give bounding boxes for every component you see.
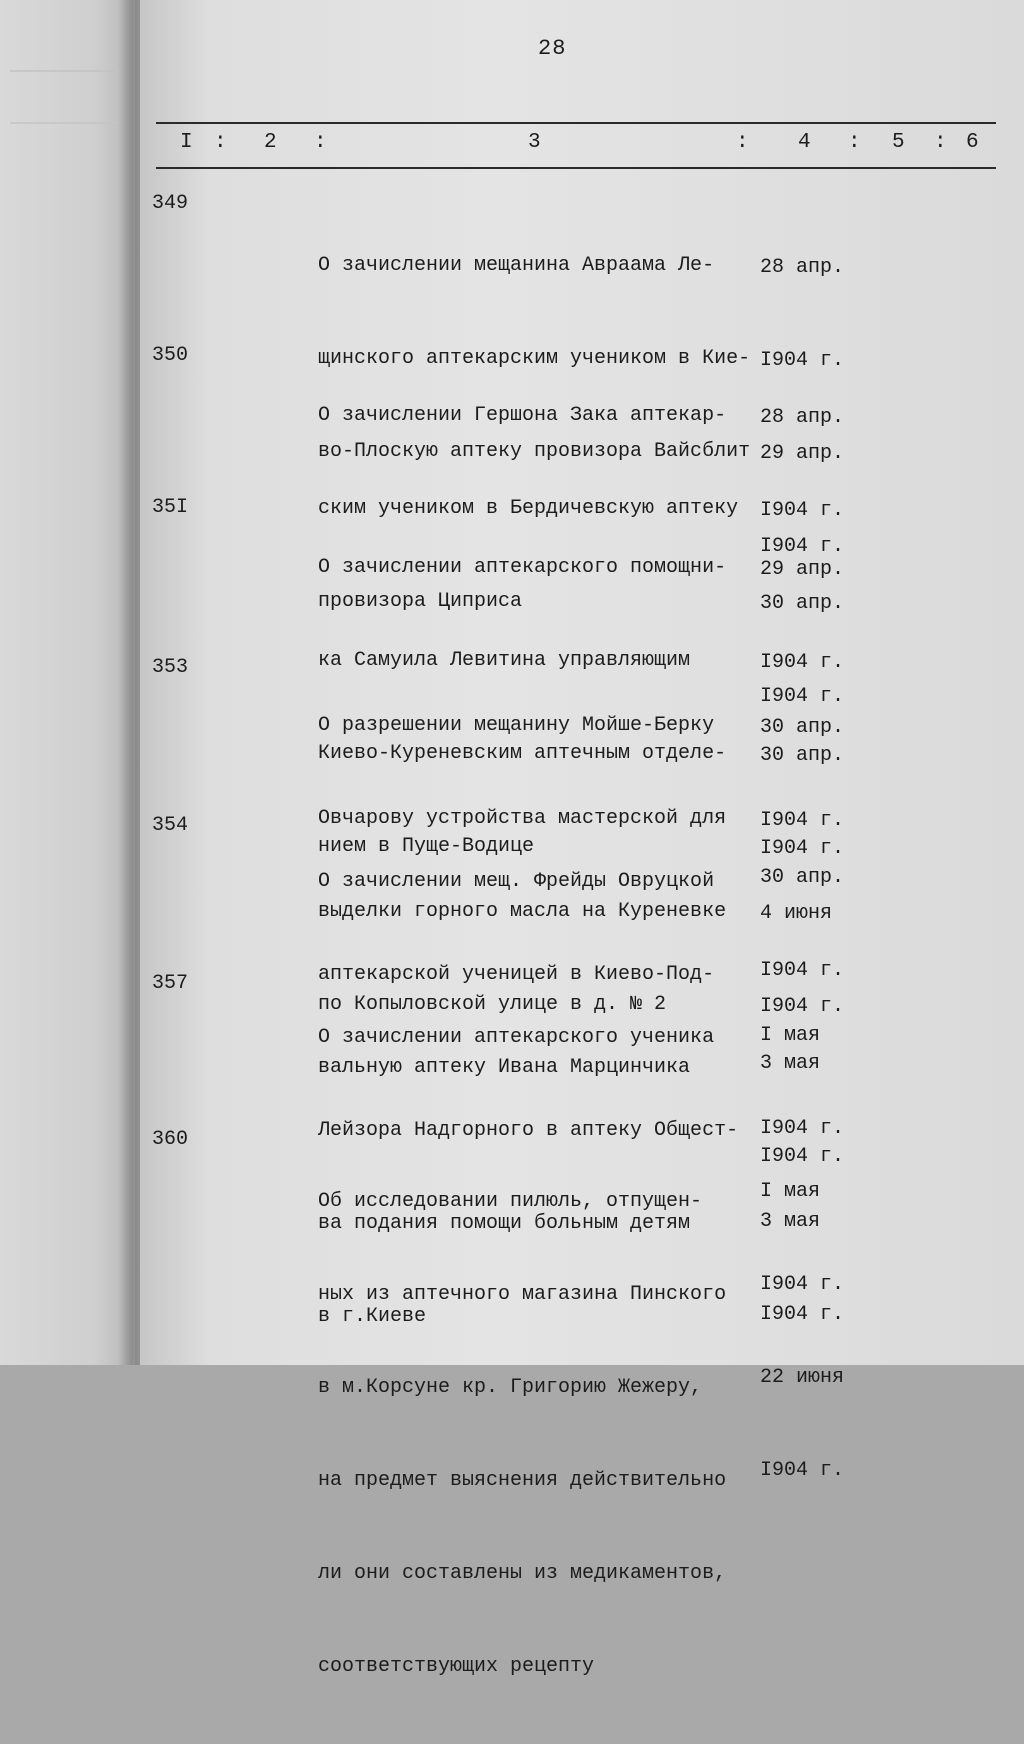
- entry-start-year: I904 г.: [760, 349, 845, 372]
- entry-end-date: 30 апр.: [760, 592, 845, 615]
- column-separator: :: [314, 131, 327, 154]
- entry-start-date: 30 апр.: [760, 716, 845, 739]
- entry-title: [318, 1124, 758, 1744]
- entry-start-date: 29 апр.: [760, 558, 845, 581]
- facing-page-ghost-rule: [10, 70, 120, 124]
- entry-title-line: аптекарской ученицей в Киево-Под-: [318, 963, 715, 986]
- header-rule-top: [156, 122, 996, 124]
- entry-start-year: I904 г.: [760, 1117, 845, 1140]
- page-number: 28: [538, 36, 567, 61]
- entry-title-line: выделки горного масла на Куреневке: [318, 900, 727, 923]
- entry-title-line: на предмет выяснения действительно: [318, 1469, 727, 1492]
- entry-dates: [760, 1114, 870, 1548]
- entry-title-line: О разрешении мещанину Мойше-Берку: [318, 714, 715, 737]
- entry-end-date: 22 июня: [760, 1366, 845, 1389]
- entry-start-date: I мая: [760, 1180, 821, 1203]
- column-header-1: I: [180, 131, 193, 154]
- entry-title-line: О зачислении Гершона Зака аптекар-: [318, 404, 727, 427]
- entry-number: 353: [152, 656, 189, 679]
- column-separator: :: [736, 131, 749, 154]
- entry-end-year: I904 г.: [760, 1145, 845, 1168]
- entry-title-line: в м.Корсуне кр. Григорию Жежеру,: [318, 1376, 703, 1399]
- entry-number: 360: [152, 1128, 189, 1151]
- entry-title-line: Киево-Куреневским аптечным отделе-: [318, 742, 727, 765]
- column-header-4: 4: [798, 131, 811, 154]
- entry-title-line: О зачислении мещанина Авраама Ле-: [318, 254, 715, 277]
- entry-title-line: по Копыловской улице в д. № 2: [318, 993, 667, 1016]
- entry-start-year: I904 г.: [760, 651, 845, 674]
- entry-title-line: нием в Пуще-Водице: [318, 835, 535, 858]
- entry-end-year: I904 г.: [760, 995, 845, 1018]
- entry-end-date: 3 мая: [760, 1210, 821, 1233]
- entry-title-line: щинского аптекарским учеником в Кие-: [318, 347, 751, 370]
- entry-end-year: I904 г.: [760, 837, 845, 860]
- entry-title-line: во-Плоскую аптеку провизора Вайсблит: [318, 440, 751, 463]
- document-page: [140, 0, 1024, 1678]
- entry-number: 349: [152, 192, 189, 215]
- entry-start-year: I904 г.: [760, 959, 845, 982]
- entry-title-line: провизора Циприса: [318, 590, 523, 613]
- entry-title-line: ка Самуила Левитина управляющим: [318, 649, 691, 672]
- facing-page-edge: [0, 0, 135, 1365]
- entry-start-date: 28 апр.: [760, 406, 845, 429]
- entry-end-date: 29 апр.: [760, 442, 845, 465]
- entry-title-line: ных из аптечного магазина Пинского: [318, 1283, 727, 1306]
- entry-end-date: 4 июня: [760, 902, 833, 925]
- entry-start-date: 30 апр.: [760, 866, 845, 889]
- entry-title-line: Лейзора Надгорного в аптеку Общест-: [318, 1119, 739, 1142]
- entry-end-year: I904 г.: [760, 535, 845, 558]
- entry-start-year: I904 г.: [760, 809, 845, 832]
- entry-end-year: I904 г.: [760, 685, 845, 708]
- entry-title-line: О зачислении аптекарского помощни-: [318, 556, 727, 579]
- entry-number: 350: [152, 344, 189, 367]
- entry-start-year: I904 г.: [760, 1273, 845, 1296]
- column-header-6: 6: [966, 131, 979, 154]
- entry-end-year: I904 г.: [760, 1303, 845, 1326]
- column-separator: :: [848, 131, 861, 154]
- entry-number: 357: [152, 972, 189, 995]
- entry-title-line: ва подания помощи больным детям: [318, 1212, 691, 1235]
- column-separator: :: [934, 131, 947, 154]
- entry-end-date: 30 апр.: [760, 744, 845, 767]
- entry-title-line: Об исследовании пилюль, отпущен-: [318, 1190, 703, 1213]
- entry-title-line: О зачислении аптекарского ученика: [318, 1026, 715, 1049]
- entry-number: 354: [152, 814, 189, 837]
- column-header-3: 3: [528, 131, 541, 154]
- entry-title-line: ским учеником в Бердичевскую аптеку: [318, 497, 739, 520]
- entry-end-year: I904 г.: [760, 1459, 845, 1482]
- entry-title-line: соответствующих рецепту: [318, 1655, 595, 1678]
- entry-title-line: О зачислении мещ. Фрейды Овруцкой: [318, 870, 715, 893]
- column-header-5: 5: [892, 131, 905, 154]
- column-header-2: 2: [264, 131, 277, 154]
- entry-title-line: ли они составлены из медикаментов,: [318, 1562, 727, 1585]
- entry-title-line: Овчарову устройства мастерской для: [318, 807, 727, 830]
- entry-title-line: вальную аптеку Ивана Марцинчика: [318, 1056, 691, 1079]
- entry-number: 35I: [152, 496, 189, 519]
- entry-start-date: 28 апр.: [760, 256, 845, 279]
- entry-end-date: 3 мая: [760, 1052, 821, 1075]
- header-rule-bottom: [156, 167, 996, 169]
- entry-title-line: в г.Киеве: [318, 1305, 427, 1328]
- entry-start-date: I мая: [760, 1024, 821, 1047]
- entry-start-year: I904 г.: [760, 499, 845, 522]
- column-separator: :: [214, 131, 227, 154]
